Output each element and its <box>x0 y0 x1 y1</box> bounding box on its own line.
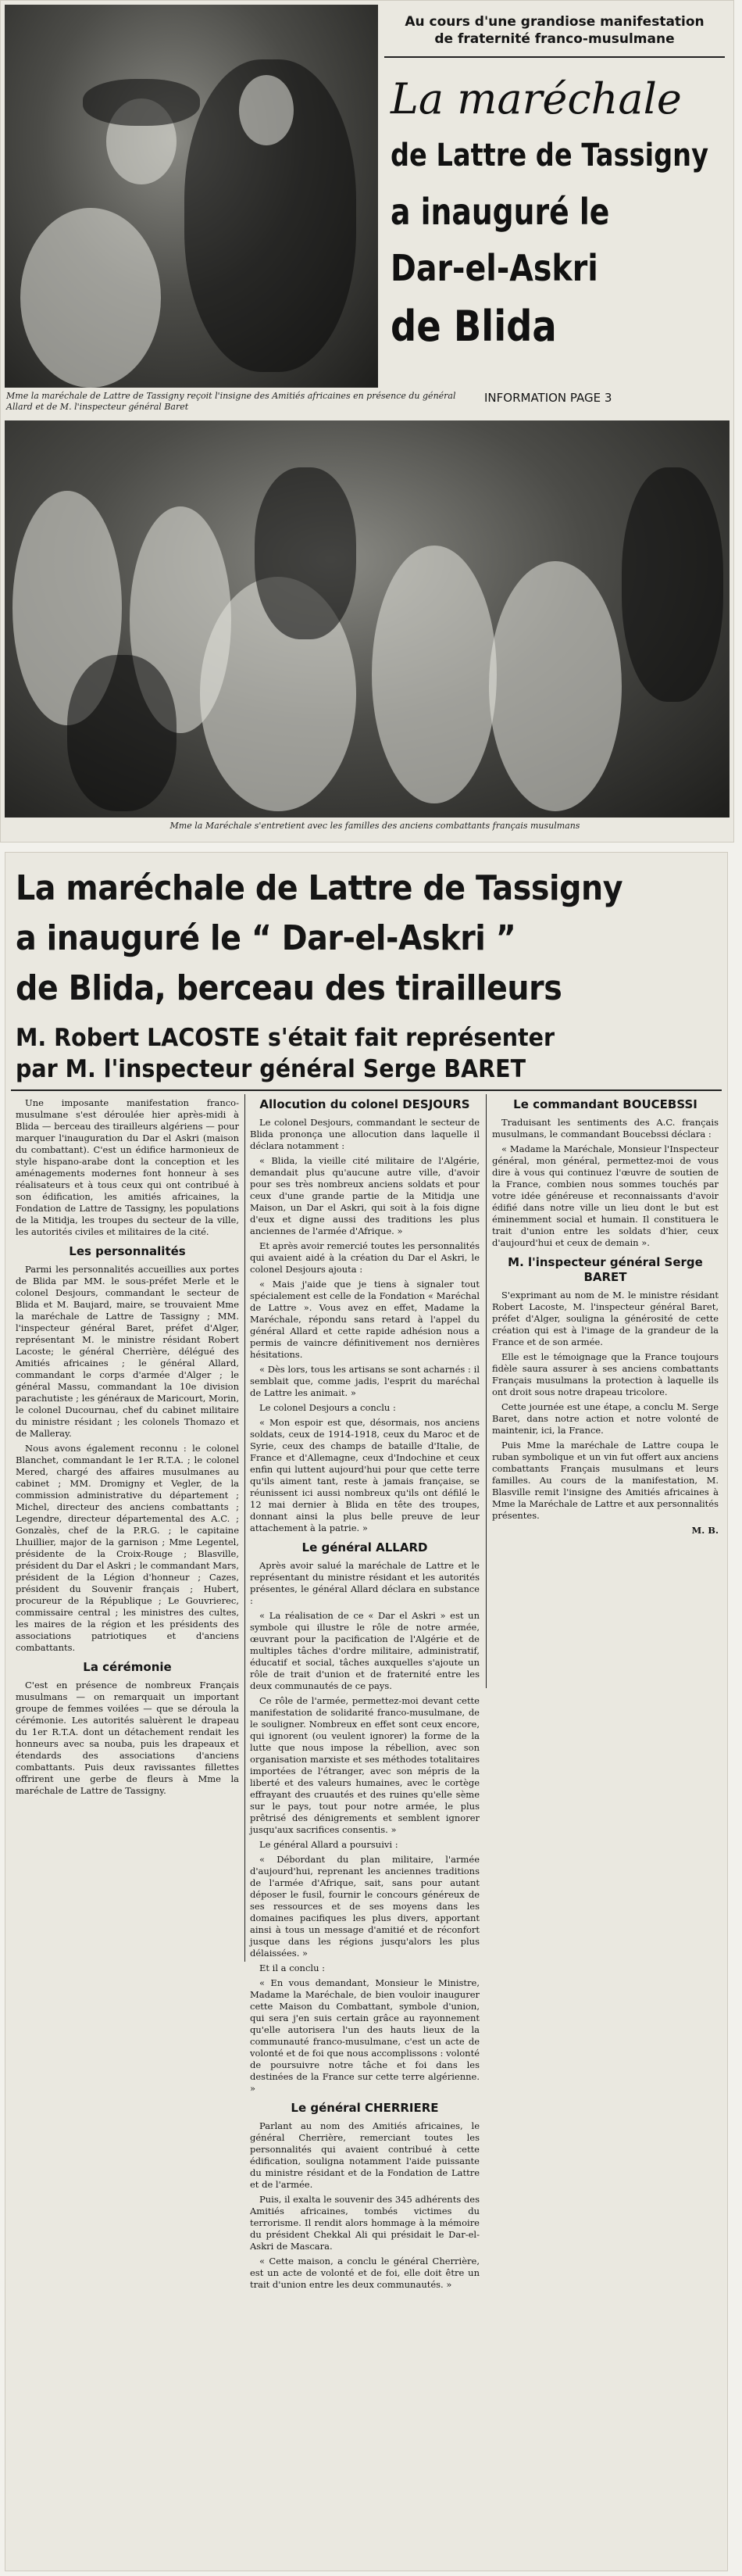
kicker-line2: de fraternité franco-musulmane <box>434 31 675 47</box>
subhead-baret: M. l'inspecteur général Serge BARET <box>508 1255 703 1284</box>
paragraph: Après avoir salué la maréchale de Lattre et le représentant du ministre résidant et les autorités présentes, le général Allard déclara en substance : <box>250 1560 480 1606</box>
paragraph: « Cette maison, a conclu le général Cherrière, est un acte de volonté et de foi, elle doit être un trait d'union entre les deux communautés. » <box>250 2256 480 2290</box>
column-3 <box>492 1097 719 1537</box>
title-line3: a inauguré le <box>391 191 610 233</box>
information-note: INFORMATION PAGE 3 <box>484 391 612 405</box>
caption-photo2: Mme la Maréchale s'entretient avec les familles des anciens combattants français musulmans <box>169 821 580 831</box>
kicker-box <box>384 6 725 58</box>
paragraph: « Madame la Maréchale, Monsieur l'Inspecteur général, mon général, permettez-moi de vous dire à vous qui continuez l'œuvre de soutien de la France, combien nous sommes touchés par votre idée généreuse et reconnaissants d'avoir édifié dans notre ville un lieu dont le but est éminemment social et humain. Il constituera le trait d'union entre les soldats d'hier, ceux d'aujourd'hui et ceux de demain ». <box>492 1143 719 1248</box>
paragraph: Le colonel Desjours, commandant le secteur de Blida prononça une allocution dans laquelle il déclara notamment : <box>250 1117 480 1151</box>
title-line2: de Lattre de Tassigny <box>391 138 708 174</box>
caption-photo1: Mme la maréchale de Lattre de Tassigny reçoit l'insigne des Amitiés africaines en présence du général Allard et de M. l'inspecteur général Baret <box>6 391 456 412</box>
headline-rule <box>11 1089 722 1091</box>
subhead-personnalites: Les personnalités <box>69 1244 186 1258</box>
paragraph: Cette journée est une étape, a conclu M. Serge Baret, dans notre action et notre volonté de maintenir, ici, la France. <box>492 1401 719 1436</box>
paragraph: Puis Mme la maréchale de Lattre coupa le ruban symbolique et un vin fut offert aux anciens combattants Français musulmans et leurs familles. Au cours de la manifestation, M. Blasville remit l'insigne des Amitiés africaines à Mme la Maréchale de Lattre et aux personnalités présentes. <box>492 1440 719 1521</box>
paragraph: Le colonel Desjours a conclu : <box>259 1402 396 1413</box>
paragraph: Elle est le témoignage que la France toujours fidèle saura assurer à ses anciens combattants Français musulmans la protection à laquelle ils ont droit sous notre drapeau tricolore. <box>492 1351 719 1397</box>
paragraph: S'exprimant au nom de M. le ministre résidant Robert Lacoste, M. l'inspecteur général Baret, préfet d'Alger, souligna la générosité de cette création qui est à l'image de la grandeur de la France et de son armée. <box>492 1290 719 1347</box>
column-2 <box>250 1097 480 2294</box>
photo-hat <box>83 79 200 126</box>
subhead-ceremonie: La cérémonie <box>83 1660 172 1674</box>
paragraph: « Mais j'aide que je tiens à signaler tout spécialement est celle de la Fondation « Maréchal de Lattre ». Vous avez en effet, Madame la Maréchale, répondu sans retard à l'appel du général Allard et cette rapide adhésion nous a permis de vaincre définitivement nos dernières hésitations. <box>250 1279 480 1360</box>
paragraph: « Blida, la vieille cité militaire de l'Algérie, demandait plus qu'aucune autre ville, d'avoir pour ses très nombreux anciens soldats et pour ceux d'une grande partie de la Mitidja une Maison, un Dar el Askri, qui soit à la fois digne d'eux et digne aussi des traditions les plus anciennes de l'armée d'Afrique. » <box>250 1155 480 1236</box>
subhead-line2: par M. l'inspecteur général Serge BARET <box>16 1055 526 1083</box>
title-line1: La maréchale <box>391 74 682 123</box>
paragraph: « Dès lors, tous les artisans se sont acharnés : il semblait que, comme jadis, l'esprit du maréchal de Lattre les animait. » <box>250 1364 480 1398</box>
paragraph: Ce rôle de l'armée, permettez-moi devant cette manifestation de solidarité franco-musulmane, de le souligner. Nombreux en effet sont ceux encore, qui ignorent (ou veulent ignorer) la forme de la lutte que nous impose la rébellion, avec son organisation marxiste et ses méthodes totalitaires importées de l'étranger, avec son mépris de la liberté et des valeurs humaines, avec le cortège effrayant des cruautés et des ruines qu'elle sème sur le pays, tout pour notre armée, le plus prêtrisé des dénigrements et semblent ignorer jusqu'aux sacrifices consentis. » <box>250 1695 480 1835</box>
photo-maréchale-figure <box>255 467 356 639</box>
column-rule <box>486 1094 487 1688</box>
intro-paragraph: Une imposante manifestation franco-musulmane s'est déroulée hier après-midi à Blida — berceau des tirailleurs algériens — pour marquer l'inauguration du Dar el Askri (maison du combattant). C'est un édifice harmonieux de style hispano-arabe dont la conception et les aménagements modernes font honneur à ses réalisateurs et à tous ceux qui ont contribué à son édification, les amitiés africaines, la Fondation de Lattre de Tassigny, les populations de la Mitidja, les troupes du secteur de la ville, les autorités civiles et militaires de la cité. <box>16 1097 239 1237</box>
paragraph: « Débordant du plan militaire, l'armée d'aujourd'hui, reprenant les anciennes traditions de l'armée d'Afrique, sait, sans pour autant déposer le fusil, fournir le concours généreux de ses ressources et de ses moyens dans les domaines pacifiques les plus divers, apportant ainsi à tous un message d'amitié et de réconfort jusque dans les régions jusqu'alors les plus délaissées. » <box>250 1854 480 1959</box>
paragraph: « La réalisation de ce « Dar el Askri » est un symbole qui illustre le rôle de notre armée, œuvrant pour la pacification de l'Algérie et de multiples tâches d'ordre militaire, administratif, éducatif et social, tâches auxquelles s'ajoute un rôle de trait d'union et de fraternité entre les deux communautés de ce pays. <box>250 1610 480 1691</box>
headline-line1: La maréchale de Lattre de Tassigny <box>16 868 623 908</box>
subhead-cherriere: Le général CHERRIERE <box>291 2101 439 2115</box>
photo-officer <box>622 467 723 702</box>
paragraph: Parlant au nom des Amitiés africaines, le général Cherrière, remerciant toutes les personnalités qui avaient contribué à cette édification, souligna notamment l'aide puissante du ministre résidant et de la Fondation de Lattre et de l'armée. <box>250 2120 480 2190</box>
signature: M. B. <box>691 1525 719 1536</box>
paragraph: « En vous demandant, Monsieur le Ministre, Madame la Maréchale, de bien vouloir inaugurer cette Maison du Combattant, symbole d'union, qui sera j'en suis certain grâce au rayonnement qu'elle autorisera l'un des hauts lieux de la communauté franco-musulmane, c'est un acte de volonté et de foi que nous accomplissons : volonté de poursuivre notre tâche et foi dans les destinées de la France sur cette terre algérienne. » <box>250 1977 480 2094</box>
paragraph: Et il a conclu : <box>259 1962 326 1973</box>
title-line5: de Blida <box>391 302 557 351</box>
title-line4: Dar-el-Askri <box>391 247 598 289</box>
photo-face <box>239 75 294 145</box>
paragraph: C'est en présence de nombreux Français musulmans — on remarquait un important groupe de femmes voilées — que se déroula la cérémonie. Les autorités saluèrent le drapeau du 1er R.T.A. dont un détachement rendait les honneurs avec sa nouba, puis les drapeaux et étendards des associations d'anciens combattants. Puis deux ravissantes fillettes offrirent une gerbe de fleurs à Mme la maréchale de Lattre de Tassigny. <box>16 1680 239 1796</box>
photo-veiled-figure <box>372 546 497 803</box>
photo-veiled-figure <box>489 561 622 811</box>
paragraph: Nous avons également reconnu : le colonel Blanchet, commandant le 1er R.T.A. ; le colonel Mered, chargé des affaires musulmanes au cabinet ; MM. Dromigny et Vegler, de la commission administrative du département ; Michel, directeur des anciens combattants ; Legendre, directeur départemental des A.C. ; Gonzalès, chef de la P.R.G. ; le capitaine Lhuillier, major de la garnison ; Mme Legentel, présidente de la Croix-Rouge ; Blasville, président du Dar el Askri ; le commandant Mars, président de la Légion d'honneur ; Cazes, président du Souvenir français ; Hubert, procureur de la République ; Le Gouvrierec, commissaire central ; les ministres des cultes, les maires de la région et les présidents des associations patriotiques et d'anciens combattants. <box>16 1443 239 1653</box>
subhead-allard: Le général ALLARD <box>301 1540 428 1555</box>
paragraph: Traduisant les sentiments des A.C. français musulmans, le commandant Boucebssi déclara : <box>492 1117 719 1140</box>
column-rule <box>244 1094 245 1962</box>
kicker-line1: Au cours d'une grandiose manifestation <box>405 14 705 30</box>
photo-child <box>67 655 177 811</box>
paragraph: « Mon espoir est que, désormais, nos anciens soldats, ceux de 1914-1918, ceux du Maroc et de Syrie, ceux des champs de bataille d'Italie, de France et d'Allemagne, ceux d'Indochine et ceux enfin qui luttent aujourd'hui pour que cette terre qu'ils aiment tant, reste à jamais française, se réunissent ici aussi nombreux qu'ils ont défilé le 12 mai dernier à Blida en tête des troupes, donnant ainsi la plus belle preuve de leur attachement à la patrie. » <box>250 1417 480 1533</box>
photo-shoulder <box>20 208 161 388</box>
paragraph: Parmi les personnalités accueillies aux portes de Blida par MM. le sous-préfet Merle et le colonel Desjours, commandant le secteur de Blida et M. Baujard, maire, se trouvaient Mme la maréchale de Lattre de Tassigny ; MM. l'inspecteur général Baret, préfet d'Alger, représentant M. le ministre résidant Robert Lacoste; le général Cherrière, délégué des Amitiés africaines ; le général Allard, commandant le corps d'armée d'Alger ; le général Massu, commandant la 10e division parachutiste ; les généraux de Maricourt, Morin, le colonel Ducournau, chef du cabinet militaire du ministre résidant ; les colonels Thomazo et de Malleray. <box>16 1264 239 1439</box>
headline-line3: de Blida, berceau des tirailleurs <box>16 968 562 1008</box>
subhead-boucebssi: Le commandant BOUCEBSSI <box>513 1097 697 1111</box>
subhead-line1: M. Robert LACOSTE s'était fait représenter <box>16 1024 555 1052</box>
photo-medal-ceremony <box>5 5 378 388</box>
paragraph: Le général Allard a poursuivi : <box>259 1839 398 1850</box>
paragraph: Et après avoir remercié toutes les personnalités qui avaient aidé à la création du Dar el Askri, le colonel Desjours ajouta : <box>250 1240 480 1275</box>
photo-veiled-women <box>5 420 730 818</box>
headline-line2: a inauguré le “ Dar-el-Askri ” <box>16 918 516 958</box>
paragraph: Puis, il exalta le souvenir des 345 adhérents des Amitiés africaines, tombés victimes du terrorisme. Il rendit alors hommage à la mémoire du président Chekkal Ali qui présidait le Dar-el-Askri de Mascara. <box>250 2194 480 2252</box>
subhead-allocution: Allocution du colonel DESJOURS <box>259 1097 470 1111</box>
column-1 <box>16 1097 239 1800</box>
